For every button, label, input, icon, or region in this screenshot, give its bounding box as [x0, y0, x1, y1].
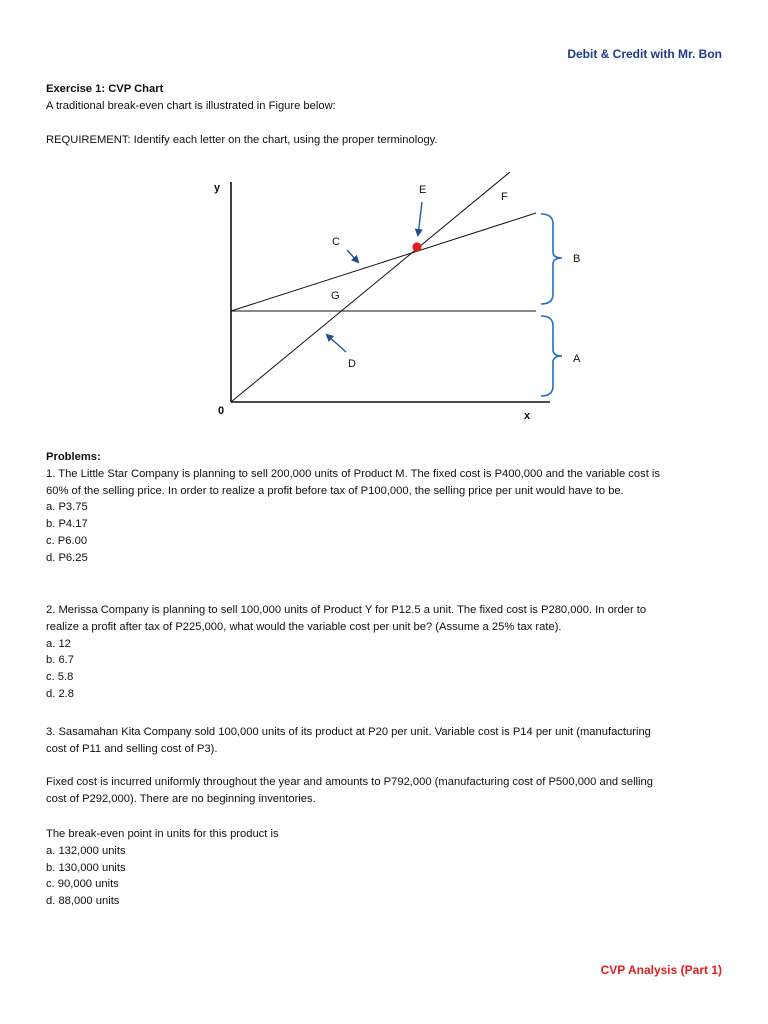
- problem-3-line-2: cost of P11 and selling cost of P3).: [46, 742, 218, 755]
- arrow-e: [418, 202, 422, 235]
- label-b: B: [573, 253, 581, 265]
- problem-2-option-d: d. 2.8: [46, 687, 74, 700]
- arrow-c: [347, 250, 358, 262]
- problem-1-line-2: 60% of the selling price. In order to realize a profit before tax of P100,000, the selling price per unit would have to be.: [46, 484, 624, 497]
- problem-2: [46, 602, 714, 703]
- problem-1-line-1: 1. The Little Star Company is planning to sell 200,000 units of Product M. The fixed cost is P400,000 and the variable cost is: [46, 467, 661, 480]
- x-axis-label: x: [524, 410, 531, 422]
- header-brand: Debit & Credit with Mr. Bon: [567, 47, 722, 61]
- sales-revenue-line: [231, 172, 510, 402]
- exercise-intro: A traditional break-even chart is illustrated in Figure below:: [46, 99, 336, 112]
- bracket-b: [541, 214, 562, 304]
- origin-label: 0: [218, 405, 225, 417]
- bracket-a: [541, 316, 562, 396]
- exercise-requirement: REQUIREMENT: Identify each letter on the chart, using the proper terminology.: [46, 134, 438, 146]
- problem-3-option-c: c. 90,000 units: [46, 878, 119, 891]
- problem-2-line-1: 2. Merissa Company is planning to sell 100,000 units of Product Y for P12.5 a unit. The fixed cost is P280,000. In order to: [46, 604, 647, 616]
- break-even-point: [412, 242, 421, 251]
- problem-1-option-d: d. P6.25: [46, 551, 88, 564]
- problem-3-option-a: a. 132,000 units: [46, 844, 126, 857]
- y-axis-label: y: [214, 182, 221, 194]
- problem-3-para2-line-2: cost of P292,000). There are no beginning inventories.: [46, 792, 316, 805]
- problem-2-line-2: realize a profit after tax of P225,000, what would the variable cost per unit be? (Assume a 25% tax rate).: [46, 620, 562, 633]
- problem-3-question: The break-even point in units for this product is: [46, 828, 279, 840]
- problem-3-option-b: b. 130,000 units: [46, 861, 126, 874]
- problem-2-option-b: b. 6.7: [46, 654, 74, 667]
- problem-1-option-c: c. P6.00: [46, 534, 88, 547]
- label-c: C: [332, 236, 340, 248]
- label-d: D: [348, 358, 356, 370]
- problem-3-para2-line-1: Fixed cost is incurred uniformly throughout the year and amounts to P792,000 (manufacturing cost of P500,000 and selling: [46, 776, 653, 788]
- label-g: G: [331, 290, 340, 302]
- footer-brand: CVP Analysis (Part 1): [600, 963, 722, 977]
- exercise-section: [46, 81, 714, 115]
- total-cost-line: [231, 213, 536, 311]
- problem-2-option-a: a. 12: [46, 637, 71, 650]
- problem-3-option-d: d. 88,000 units: [46, 895, 120, 908]
- label-a: A: [573, 353, 581, 365]
- problem-3: [46, 724, 714, 758]
- exercise-title: Exercise 1: CVP Chart: [46, 83, 164, 95]
- problem-1: [46, 449, 714, 567]
- problems-heading: Problems:: [46, 451, 101, 463]
- problem-1-option-a: a. P3.75: [46, 501, 88, 514]
- problem-3-line-1: 3. Sasamahan Kita Company sold 100,000 units of its product at P20 per unit. Variable cost is P14 per unit (manufacturing: [46, 726, 651, 738]
- problem-1-option-b: b. P4.17: [46, 518, 88, 531]
- label-e: E: [419, 184, 427, 196]
- problem-2-option-c: c. 5.8: [46, 671, 74, 684]
- cvp-chart: [200, 172, 590, 424]
- arrow-d: [327, 335, 346, 352]
- label-f: F: [501, 191, 508, 203]
